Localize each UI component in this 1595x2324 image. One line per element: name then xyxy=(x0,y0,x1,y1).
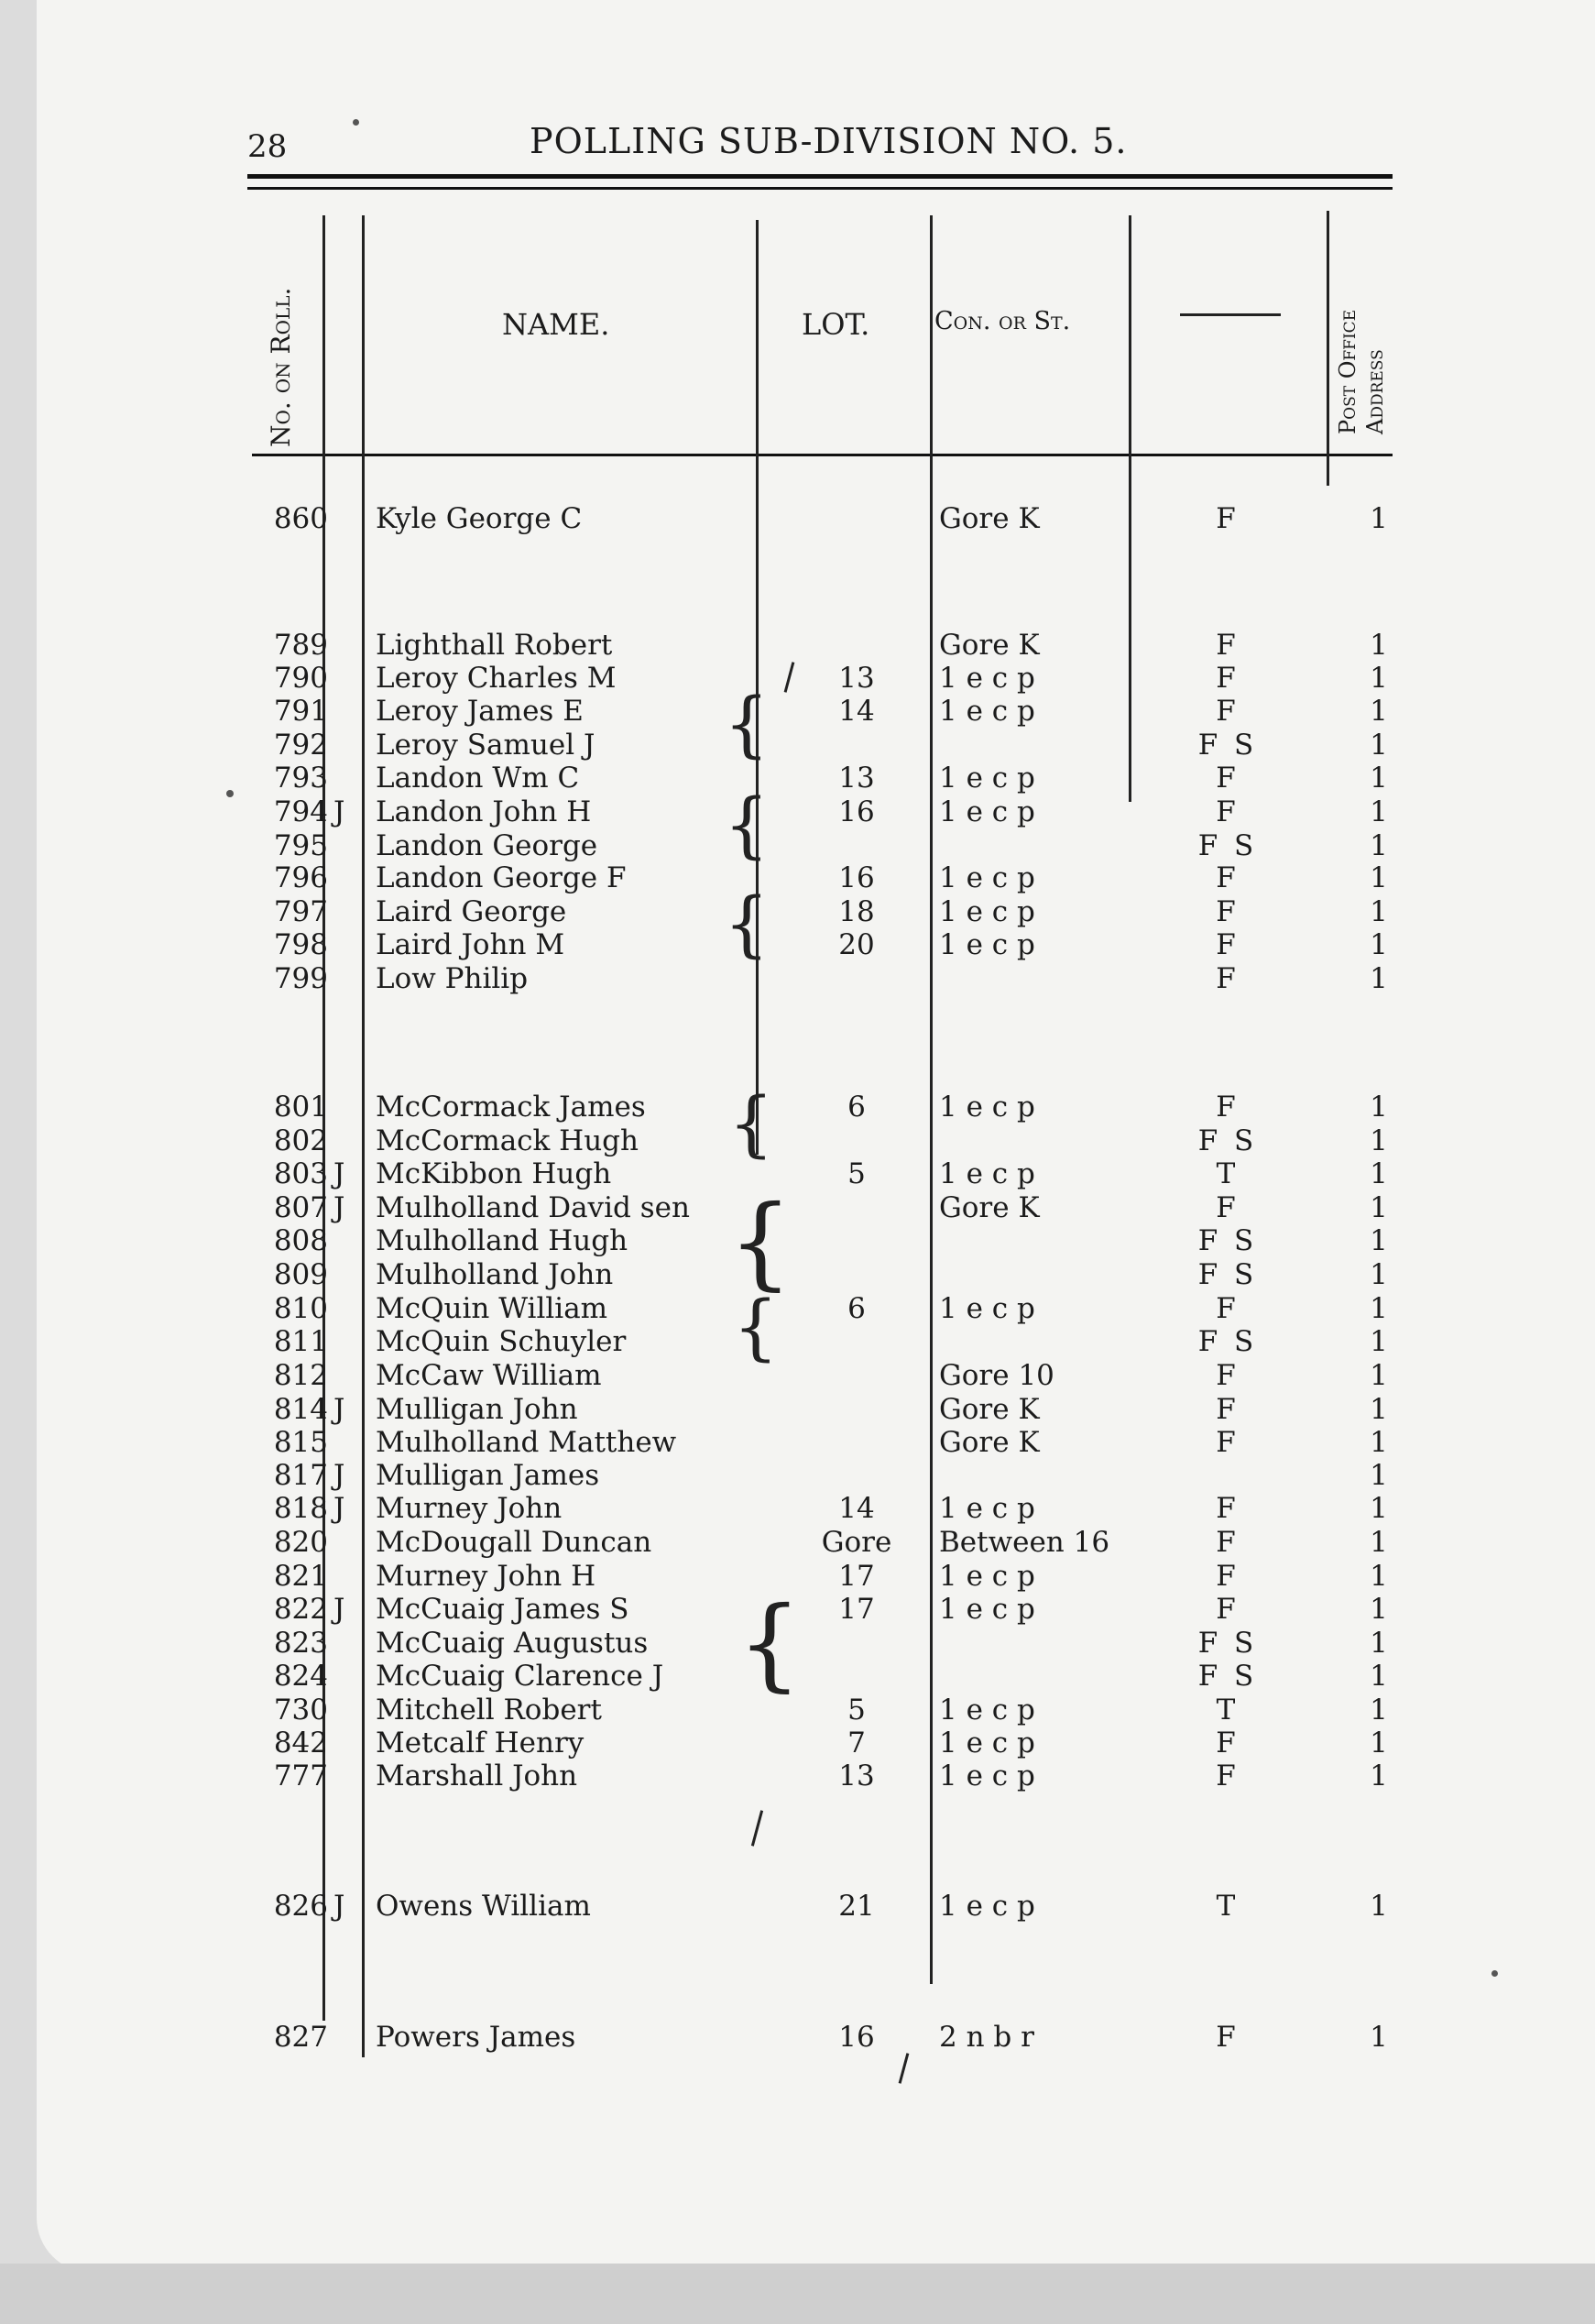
table-row xyxy=(0,1727,1595,1759)
table-row xyxy=(0,1157,1595,1190)
header-rule-top xyxy=(247,174,1393,179)
concession: Gore K xyxy=(939,502,1040,535)
lot-number: 6 xyxy=(847,1292,866,1325)
table-row xyxy=(0,662,1595,695)
post-office-code: 1 xyxy=(1370,829,1388,862)
status-mark: F xyxy=(1216,1593,1240,1626)
table-row xyxy=(0,2021,1595,2054)
lot-number: 6 xyxy=(847,1091,866,1124)
post-office-code: 1 xyxy=(1370,1359,1388,1392)
header-name: NAME. xyxy=(502,307,610,342)
roll-number: 815 xyxy=(273,1426,328,1459)
header-con-or-st: Con. or St. xyxy=(934,307,1071,335)
post-office-code: 1 xyxy=(1370,662,1388,695)
concession: Between 16 xyxy=(939,1526,1110,1559)
lot-number: 16 xyxy=(838,795,875,828)
lot-number: 16 xyxy=(838,861,875,894)
table-row xyxy=(0,695,1595,728)
roll-number: 814 xyxy=(273,1393,328,1426)
roll-number: 807 xyxy=(273,1191,328,1224)
page-shadow xyxy=(0,2264,1595,2324)
post-office-code: 1 xyxy=(1370,1124,1388,1157)
voter-name: McCormack James xyxy=(376,1091,646,1124)
post-office-code: 1 xyxy=(1370,729,1388,762)
status-mark: F xyxy=(1216,1191,1240,1224)
brace-landon: { xyxy=(724,784,770,867)
table-row xyxy=(0,962,1595,995)
brace-mccormack: { xyxy=(728,1083,774,1166)
roll-number: 799 xyxy=(273,962,328,995)
voter-name: Owens William xyxy=(376,1890,591,1923)
table-row xyxy=(0,1459,1595,1492)
voter-name: Mitchell Robert xyxy=(376,1694,602,1727)
post-office-code: 1 xyxy=(1370,962,1388,995)
status-mark: F S xyxy=(1197,1325,1258,1358)
status-mark: F xyxy=(1216,502,1240,535)
concession: 1 e c p xyxy=(939,1560,1035,1593)
concession: 1 e c p xyxy=(939,1593,1035,1626)
roll-number: 796 xyxy=(273,861,328,894)
concession: 1 e c p xyxy=(939,1091,1035,1124)
table-row xyxy=(0,1759,1595,1792)
brace-leroy: { xyxy=(724,684,770,766)
table-row xyxy=(0,1224,1595,1257)
voter-name: McCormack Hugh xyxy=(376,1124,639,1157)
status-mark: F S xyxy=(1197,1124,1258,1157)
table-row xyxy=(0,729,1595,762)
table-row xyxy=(0,895,1595,928)
lot-number: 5 xyxy=(847,1157,866,1190)
roll-number: 792 xyxy=(273,729,328,762)
roll-number: 809 xyxy=(273,1258,328,1291)
table-row xyxy=(0,629,1595,662)
j-marker: J xyxy=(333,1459,345,1492)
voter-name: McDougall Duncan xyxy=(376,1526,652,1559)
table-row xyxy=(0,795,1595,828)
table-row xyxy=(0,1426,1595,1459)
status-mark: F xyxy=(1216,895,1240,928)
status-mark: F xyxy=(1216,1759,1240,1792)
post-office-code: 1 xyxy=(1370,1292,1388,1325)
status-mark: F xyxy=(1216,1492,1240,1525)
roll-number: 817 xyxy=(273,1459,328,1492)
voter-name: Landon George F xyxy=(376,861,627,894)
roll-number: 794 xyxy=(273,795,328,828)
header-lot: LOT. xyxy=(802,307,870,342)
lot-number: 21 xyxy=(838,1890,875,1923)
post-office-code: 1 xyxy=(1370,1191,1388,1224)
voter-name: McQuin Schuyler xyxy=(376,1325,627,1358)
status-mark: F xyxy=(1216,962,1240,995)
col-line-6 xyxy=(1327,211,1329,486)
status-mark: F S xyxy=(1197,1660,1258,1693)
brace-laird: { xyxy=(724,883,770,966)
post-office-code: 1 xyxy=(1370,1258,1388,1291)
post-office-code: 1 xyxy=(1370,1727,1388,1759)
post-office-code: 1 xyxy=(1370,1459,1388,1492)
roll-number: 860 xyxy=(273,502,328,535)
concession: 1 e c p xyxy=(939,795,1035,828)
lot-number: 5 xyxy=(847,1694,866,1727)
table-row xyxy=(0,1359,1595,1392)
status-mark: F xyxy=(1216,861,1240,894)
roll-number: 826 xyxy=(273,1890,328,1923)
concession: 1 e c p xyxy=(939,1727,1035,1759)
status-mark: F xyxy=(1216,1426,1240,1459)
status-mark: T xyxy=(1216,1694,1240,1727)
status-mark: F xyxy=(1216,2021,1240,2054)
post-office-code: 1 xyxy=(1370,1325,1388,1358)
column-header-rule xyxy=(252,454,1393,456)
table-row xyxy=(0,1492,1595,1525)
roll-number: 802 xyxy=(273,1124,328,1157)
voter-name: Mulligan John xyxy=(376,1393,578,1426)
lot-number: 20 xyxy=(838,928,875,961)
concession: 1 e c p xyxy=(939,1157,1035,1190)
status-mark: F xyxy=(1216,1560,1240,1593)
j-marker: J xyxy=(333,1593,345,1626)
status-mark: F S xyxy=(1197,1627,1258,1660)
roll-number: 801 xyxy=(273,1091,328,1124)
j-marker: J xyxy=(333,1492,345,1525)
voter-name: McQuin William xyxy=(376,1292,608,1325)
voter-name: Landon Wm C xyxy=(376,762,580,795)
concession: 1 e c p xyxy=(939,928,1035,961)
status-mark: F xyxy=(1216,1359,1240,1392)
post-office-code: 1 xyxy=(1370,795,1388,828)
j-marker: J xyxy=(333,795,345,828)
concession: 1 e c p xyxy=(939,695,1035,728)
voter-name: McCuaig Augustus xyxy=(376,1627,649,1660)
j-marker: J xyxy=(333,1191,345,1224)
table-row xyxy=(0,1091,1595,1124)
status-mark: F xyxy=(1216,795,1240,828)
post-office-code: 1 xyxy=(1370,502,1388,535)
voter-name: Mulholland Matthew xyxy=(376,1426,677,1459)
post-office-code: 1 xyxy=(1370,1426,1388,1459)
concession: Gore 10 xyxy=(939,1359,1054,1392)
table-row xyxy=(0,1191,1595,1224)
status-mark: F S xyxy=(1197,1258,1258,1291)
voter-name: Leroy James E xyxy=(376,695,584,728)
lot-number: 7 xyxy=(847,1727,866,1759)
roll-number: 803 xyxy=(273,1157,328,1190)
j-marker: J xyxy=(333,1393,345,1426)
voter-name: Laird John M xyxy=(376,928,565,961)
voter-name: Mulholland Hugh xyxy=(376,1224,628,1257)
roll-number: 793 xyxy=(273,762,328,795)
roll-number: 823 xyxy=(273,1627,328,1660)
lot-number: 17 xyxy=(838,1593,875,1626)
roll-number: 795 xyxy=(273,829,328,862)
voter-name: Kyle George C xyxy=(376,502,583,535)
roll-number: 818 xyxy=(273,1492,328,1525)
ink-speck xyxy=(1491,1970,1498,1977)
voter-name: Low Philip xyxy=(376,962,529,995)
table-row xyxy=(0,1124,1595,1157)
voter-name: Marshall John xyxy=(376,1759,578,1792)
roll-number: 824 xyxy=(273,1660,328,1693)
voter-name: Leroy Charles M xyxy=(376,662,617,695)
table-row xyxy=(0,829,1595,862)
status-mark: F xyxy=(1216,662,1240,695)
post-office-code: 1 xyxy=(1370,1890,1388,1923)
concession: 1 e c p xyxy=(939,895,1035,928)
lot-number: 13 xyxy=(838,1759,875,1792)
roll-number: 842 xyxy=(273,1727,328,1759)
voter-name: McCaw William xyxy=(376,1359,602,1392)
concession: Gore K xyxy=(939,629,1040,662)
voter-name: Laird George xyxy=(376,895,567,928)
concession: Gore K xyxy=(939,1393,1040,1426)
post-office-code: 1 xyxy=(1370,1157,1388,1190)
table-row xyxy=(0,762,1595,795)
concession: Gore K xyxy=(939,1426,1040,1459)
roll-number: 811 xyxy=(273,1325,328,1358)
post-office-code: 1 xyxy=(1370,928,1388,961)
concession: 1 e c p xyxy=(939,1492,1035,1525)
status-mark: F S xyxy=(1197,829,1258,862)
roll-number: 812 xyxy=(273,1359,328,1392)
post-office-code: 1 xyxy=(1370,1694,1388,1727)
post-office-code: 1 xyxy=(1370,2021,1388,2054)
post-office-code: 1 xyxy=(1370,895,1388,928)
roll-number: 798 xyxy=(273,928,328,961)
voter-name: Leroy Samuel J xyxy=(376,729,595,762)
header-rule-bottom xyxy=(247,187,1393,190)
voter-name: Landon John H xyxy=(376,795,592,828)
voter-name: Mulholland John xyxy=(376,1258,614,1291)
post-office-code: 1 xyxy=(1370,861,1388,894)
voter-name: Lighthall Robert xyxy=(376,629,613,662)
lot-number: 14 xyxy=(838,1492,875,1525)
status-mark: F xyxy=(1216,762,1240,795)
status-mark: F xyxy=(1216,629,1240,662)
voter-name: Landon George xyxy=(376,829,598,862)
status-mark: F S xyxy=(1197,1224,1258,1257)
status-mark: F xyxy=(1216,1091,1240,1124)
post-office-code: 1 xyxy=(1370,1759,1388,1792)
concession: 1 e c p xyxy=(939,1759,1035,1792)
status-mark: F xyxy=(1216,1292,1240,1325)
post-office-code: 1 xyxy=(1370,1224,1388,1257)
table-row xyxy=(0,1292,1595,1325)
lot-number: 16 xyxy=(838,2021,875,2054)
brace-mcquin: { xyxy=(733,1287,779,1369)
j-marker: J xyxy=(333,1890,345,1923)
concession: 1 e c p xyxy=(939,1292,1035,1325)
roll-number: 808 xyxy=(273,1224,328,1257)
status-mark: F xyxy=(1216,695,1240,728)
concession: 1 e c p xyxy=(939,662,1035,695)
table-row xyxy=(0,1325,1595,1358)
status-mark: F xyxy=(1216,1727,1240,1759)
post-office-code: 1 xyxy=(1370,762,1388,795)
post-office-code: 1 xyxy=(1370,1091,1388,1124)
roll-number: 821 xyxy=(273,1560,328,1593)
roll-number: 777 xyxy=(273,1759,328,1792)
status-mark: F S xyxy=(1197,729,1258,762)
status-mark: F xyxy=(1216,1526,1240,1559)
concession: Gore K xyxy=(939,1191,1040,1224)
lot-number: 13 xyxy=(838,662,875,695)
roll-number: 810 xyxy=(273,1292,328,1325)
j-marker: J xyxy=(333,1157,345,1190)
roll-number: 791 xyxy=(273,695,328,728)
post-office-code: 1 xyxy=(1370,1627,1388,1660)
voter-name: Mulligan James xyxy=(376,1459,600,1492)
brace-mccuaig: { xyxy=(737,1584,802,1702)
roll-number: 789 xyxy=(273,629,328,662)
table-row xyxy=(0,861,1595,894)
roll-number: 822 xyxy=(273,1593,328,1626)
status-mark: F xyxy=(1216,928,1240,961)
header-post-office: Post Office Address xyxy=(1335,309,1388,434)
concession: 1 e c p xyxy=(939,1694,1035,1727)
roll-number: 827 xyxy=(273,2021,328,2054)
post-office-code: 1 xyxy=(1370,1660,1388,1693)
voter-name: Murney John H xyxy=(376,1560,596,1593)
post-office-code: 1 xyxy=(1370,629,1388,662)
table-row xyxy=(0,1393,1595,1426)
post-office-code: 1 xyxy=(1370,1492,1388,1525)
lot-number: 18 xyxy=(838,895,875,928)
lot-number: Gore xyxy=(821,1526,892,1559)
table-row xyxy=(0,502,1595,535)
page-title: POLLING SUB-DIVISION NO. 5. xyxy=(530,121,1128,161)
roll-number: 797 xyxy=(273,895,328,928)
post-office-code: 1 xyxy=(1370,1526,1388,1559)
roll-number: 790 xyxy=(273,662,328,695)
lot-number: 14 xyxy=(838,695,875,728)
status-mark: F xyxy=(1216,1393,1240,1426)
voter-name: McKibbon Hugh xyxy=(376,1157,612,1190)
table-row xyxy=(0,1890,1595,1923)
voter-name: McCuaig Clarence J xyxy=(376,1660,664,1693)
status-mark: T xyxy=(1216,1157,1240,1190)
post-office-code: 1 xyxy=(1370,1393,1388,1426)
brace-mulholland: { xyxy=(728,1183,792,1300)
page-number: 28 xyxy=(247,128,288,165)
voter-name: Metcalf Henry xyxy=(376,1727,584,1759)
table-row xyxy=(0,928,1595,961)
concession: 1 e c p xyxy=(939,1890,1035,1923)
header-blank-dash xyxy=(1180,313,1281,316)
voter-name: Mulholland David sen xyxy=(376,1191,690,1224)
lot-number: 17 xyxy=(838,1560,875,1593)
concession: 1 e c p xyxy=(939,861,1035,894)
voter-name: McCuaig James S xyxy=(376,1593,629,1626)
lot-number: 13 xyxy=(838,762,875,795)
post-office-code: 1 xyxy=(1370,695,1388,728)
voter-name: Powers James xyxy=(376,2021,576,2054)
post-office-code: 1 xyxy=(1370,1560,1388,1593)
status-mark: T xyxy=(1216,1890,1240,1923)
post-office-code: 1 xyxy=(1370,1593,1388,1626)
roll-number: 820 xyxy=(273,1526,328,1559)
concession: 1 e c p xyxy=(939,762,1035,795)
roll-number: 730 xyxy=(273,1694,328,1727)
concession: 2 n b r xyxy=(939,2021,1034,2054)
ink-speck xyxy=(353,119,359,126)
table-row xyxy=(0,1258,1595,1291)
ink-speck xyxy=(226,790,234,797)
header-no-on-roll: No. on Roll. xyxy=(266,287,296,447)
voter-name: Murney John xyxy=(376,1492,563,1525)
table-row xyxy=(0,1526,1595,1559)
